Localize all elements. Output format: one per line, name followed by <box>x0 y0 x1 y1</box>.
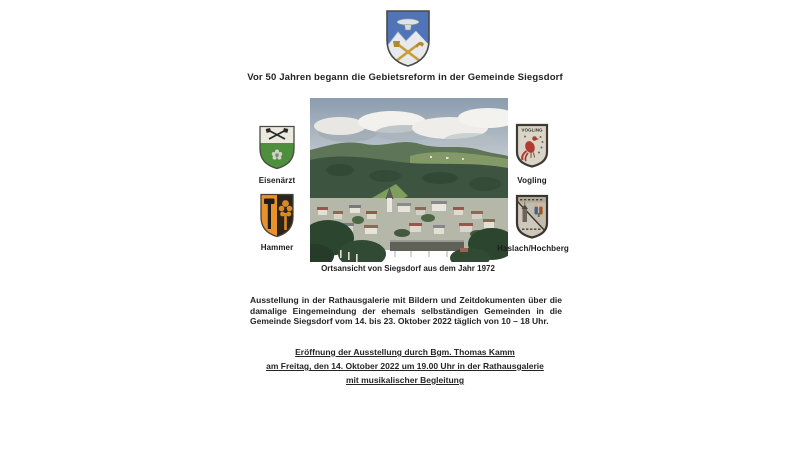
hammer-head-shape <box>393 41 400 47</box>
siegsdorf-town-photo <box>310 98 508 262</box>
crest-label-eisenaerzt: Eisenärzt <box>258 176 296 185</box>
crest-label-hammer: Hammer <box>260 243 294 252</box>
exhibition-paragraph: Ausstellung in der Rathausgalerie mit Bildern und Zeitdokumenten über die damalige Eingemeindung der ehemals selbständigen Gemeinden in die Gemeinde Siegsdorf vom 14. bis 23. Oktober 2022 täglich von 10 – 18 Uhr. <box>250 295 562 326</box>
event-line-opening: Eröffnung der Ausstellung durch Bgm. Thomas Kamm <box>295 347 515 357</box>
event-line-music: mit musikalischer Begleitung <box>345 375 465 385</box>
haslach-hochberg-crest-icon <box>513 193 551 240</box>
vogling-badge-text: VOGLING <box>521 127 543 133</box>
hat-shape <box>397 19 419 25</box>
warehouse-roof <box>390 241 464 251</box>
eisenaerzt-crest-icon <box>257 124 297 171</box>
hammer-crest-icon <box>258 192 296 239</box>
siegsdorf-coat-of-arms-icon <box>383 8 433 69</box>
event-announcement <box>240 345 570 387</box>
page-title: Vor 50 Jahren begann die Gebietsreform in der Gemeinde Siegsdorf <box>247 72 563 83</box>
event-line-datetime: am Freitag, den 14. Oktober 2022 um 19.00 Uhr in der Rathausgalerie <box>266 361 544 371</box>
vogling-crest-icon <box>513 122 551 169</box>
photo-caption: Ortsansicht von Siegsdorf aus dem Jahr 1972 <box>321 264 495 273</box>
crest-label-vogling: Vogling <box>517 176 547 185</box>
crest-label-haslach-hochberg: Haslach/Hochberg <box>497 244 569 253</box>
